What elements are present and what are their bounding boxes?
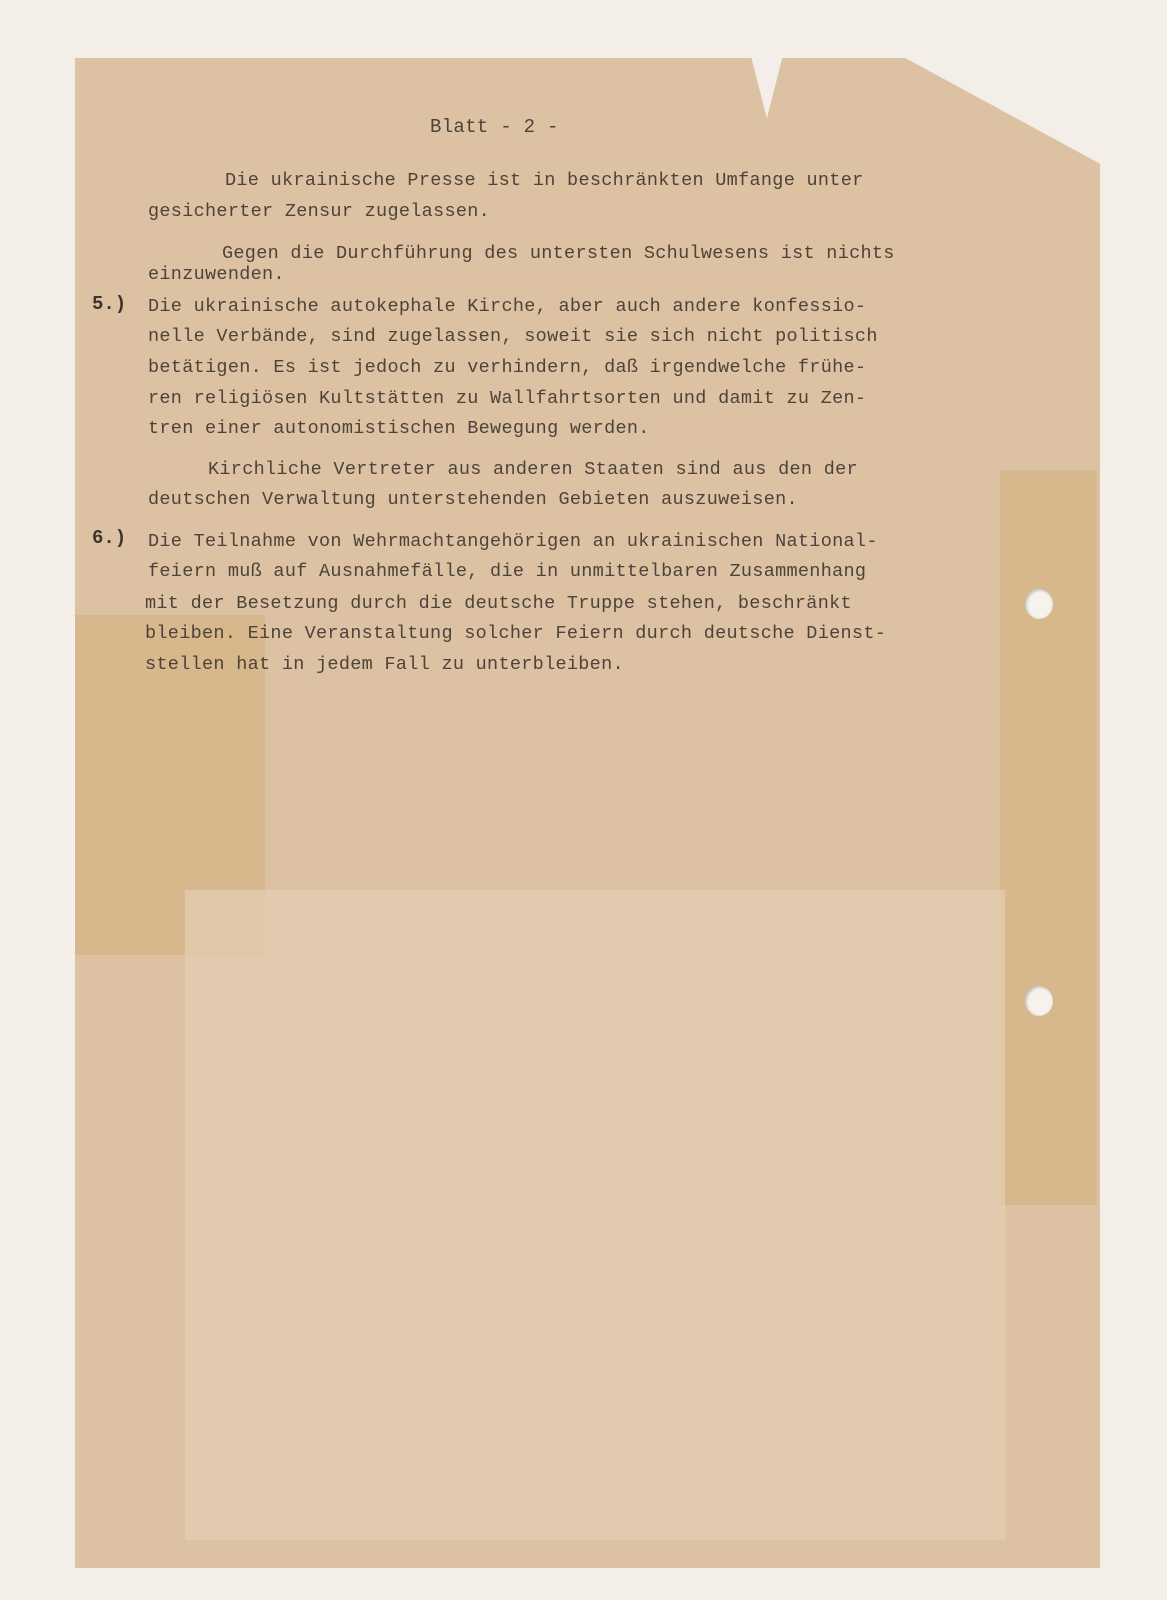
- text-line: einzuwenden.: [148, 264, 285, 285]
- text-line: bleiben. Eine Veranstaltung solcher Feiern durch deutsche Dienst-: [145, 623, 887, 644]
- text-line: stellen hat in jedem Fall zu unterbleiben.: [145, 654, 624, 675]
- text-line: tren einer autonomistischen Bewegung werden.: [148, 418, 650, 439]
- item-number-6: 6.): [92, 527, 127, 549]
- paper-discoloration: [185, 890, 1005, 1540]
- text-line: betätigen. Es ist jedoch zu verhindern, daß irgendwelche frühe-: [148, 357, 867, 378]
- text-line: deutschen Verwaltung unterstehenden Gebieten auszuweisen.: [148, 489, 798, 510]
- text-line: ren religiösen Kultstätten zu Wallfahrtsorten und damit zu Zen-: [148, 388, 867, 409]
- text-line: gesicherter Zensur zugelassen.: [148, 201, 491, 222]
- text-line: Gegen die Durchführung des untersten Schulwesens ist nichts: [222, 243, 895, 264]
- text-line: feiern muß auf Ausnahmefälle, die in unmittelbaren Zusammenhang: [148, 561, 867, 582]
- punch-hole-upper: [1025, 589, 1053, 619]
- text-line: Kirchliche Vertreter aus anderen Staaten sind aus den der: [208, 459, 858, 480]
- item-number-5: 5.): [92, 293, 127, 315]
- tape-strip-right: [1000, 470, 1097, 1205]
- page-header: Blatt - 2 -: [430, 116, 559, 138]
- text-line: Die ukrainische Presse ist in beschränkten Umfange unter: [225, 170, 864, 191]
- text-line: Die ukrainische autokephale Kirche, aber auch andere konfessio-: [148, 296, 867, 317]
- text-line: Die Teilnahme von Wehrmachtangehörigen an ukrainischen National-: [148, 531, 878, 552]
- text-line: mit der Besetzung durch die deutsche Truppe stehen, beschränkt: [145, 593, 852, 614]
- punch-hole-lower: [1025, 986, 1053, 1016]
- text-line: nelle Verbände, sind zugelassen, soweit sie sich nicht politisch: [148, 326, 878, 347]
